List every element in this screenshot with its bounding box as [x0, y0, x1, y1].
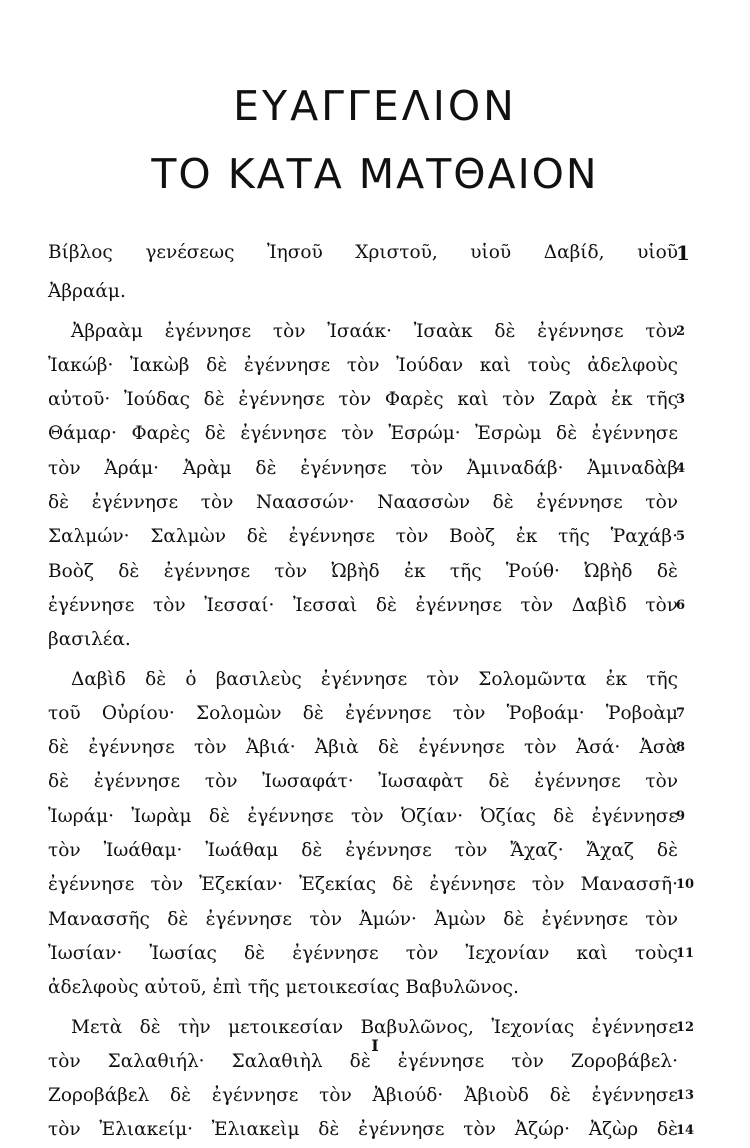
verse-number: 1 — [676, 241, 690, 265]
text-line: ἐγέννησε τὸν Ἰεσσαί· Ἰεσσαὶ δὲ ἐγέννησε τὸν Δαβὶδ τὸν — [48, 594, 678, 616]
text-line: δὲ ἐγέννησε τὸν Ἀβιά· Ἀβιὰ δὲ ἐγέννησε τὸν Ἀσά· Ἀσὰ — [48, 737, 678, 759]
text-line: Μανασσῆς δὲ ἐγέννησε τὸν Ἀμών· Ἀμὼν δὲ ἐγέννησε τὸν — [48, 908, 678, 930]
text-line: Θάμαρ· Φαρὲς δὲ ἐγέννησε τὸν Ἐσρώμ· Ἐσρὼμ δὲ ἐγέννησε — [48, 423, 678, 445]
text-line: Ἀβραὰμ ἐγέννησε τὸν Ἰσαάκ· Ἰσαὰκ δὲ ἐγέννησε τὸν — [71, 320, 678, 342]
verse-number: 2 — [676, 323, 686, 339]
verse-number: 4 — [676, 460, 686, 476]
text-line: τὸν Ἰωάθαμ· Ἰωάθαμ δὲ ἐγέννησε τὸν Ἄχαζ· Ἄχαζ δὲ — [48, 840, 678, 862]
verse-number: 14 — [676, 1122, 695, 1138]
verse-number: 9 — [676, 808, 686, 824]
text-line: Ζοροβάβελ δὲ ἐγέννησε τὸν Ἀβιούδ· Ἀβιοὺδ δὲ ἐγέννησε — [48, 1085, 678, 1107]
text-line: Βοὸζ δὲ ἐγέννησε τὸν Ὠβὴδ ἐκ τῆς Ῥούθ· Ὠβὴδ δὲ — [48, 560, 678, 582]
gospel-title: ΕΥΑΓΓΕΛΙΟΝ — [233, 82, 517, 130]
text-line: τὸν Ἐλιακείμ· Ἐλιακεὶμ δὲ ἐγέννησε τὸν Ἀζώρ· Ἀζὼρ δὲ — [48, 1119, 678, 1141]
text-line: τὸν Σαλαθιήλ· Σαλαθιὴλ δὲ ἐγέννησε τὸν Ζοροβάβελ· — [48, 1050, 678, 1072]
text-line: ἀδελφοὺς αὐτοῦ, ἐπὶ τῆς μετοικεσίας Βαβυλῶνος. — [48, 977, 519, 999]
text-line: Βίβλος γενέσεως Ἰησοῦ Χριστοῦ, υἱοῦ Δαβίδ, υἱοῦ — [48, 242, 678, 263]
text-line: τὸν Ἀράμ· Ἀρὰμ δὲ ἐγέννησε τὸν Ἀμιναδάβ· Ἀμιναδὰβ — [48, 457, 678, 479]
text-line: δὲ ἐγέννησε τὸν Ἰωσαφάτ· Ἰωσαφὰτ δὲ ἐγέννησε τὸν — [48, 771, 678, 793]
text-line: Ἰωσίαν· Ἰωσίας δὲ ἐγέννησε τὸν Ἰεχονίαν καὶ τοὺς — [48, 942, 678, 964]
text-line: αὐτοῦ· Ἰούδας δὲ ἐγέννησε τὸν Φαρὲς καὶ τὸν Ζαρὰ ἐκ τῆς — [48, 389, 678, 411]
verse-number: 8 — [676, 740, 686, 756]
page-number: I — [371, 1036, 379, 1055]
text-line: βασιλέα. — [48, 629, 131, 651]
verse-number: 13 — [676, 1088, 695, 1104]
verse-number: 6 — [676, 598, 686, 613]
scripture-text — [48, 236, 678, 1148]
text-line: Μετὰ δὲ τὴν μετοικεσίαν Βαβυλῶνος, Ἰεχονίας ἐγέννησε — [71, 1016, 678, 1038]
text-line: Ἰακώβ· Ἰακὼβ δὲ ἐγέννησε τὸν Ἰούδαν καὶ τοὺς ἀδελφοὺς — [48, 354, 678, 376]
text-line: Δαβὶδ δὲ ὁ βασιλεὺς ἐγέννησε τὸν Σολομῶντα ἐκ τῆς — [71, 668, 678, 690]
text-line: Σαλμών· Σαλμὼν δὲ ἐγέννησε τὸν Βοὸζ ἐκ τῆς Ῥαχάβ· — [48, 526, 678, 548]
text-line: ἐγέννησε τὸν Ἐζεκίαν· Ἐζεκίας δὲ ἐγέννησε τὸν Μανασσῆ· — [48, 874, 678, 896]
gospel-subtitle: ΤΟ ΚΑΤΑ ΜΑΤΘΑΙΟΝ — [151, 150, 599, 198]
verse-number: 5 — [676, 529, 686, 545]
text-line: δὲ ἐγέννησε τὸν Ναασσών· Ναασσὼν δὲ ἐγέννησε τὸν — [48, 492, 678, 514]
verse-number: 10 — [676, 877, 695, 893]
text-line: Ἀβραάμ. — [48, 281, 126, 303]
verse-number: 11 — [676, 946, 695, 961]
verse-number: 7 — [676, 705, 686, 721]
verse-number: 12 — [676, 1019, 695, 1035]
verse-number: 3 — [676, 392, 686, 408]
text-line: τοῦ Οὐρίου· Σολομὼν δὲ ἐγέννησε τὸν Ῥοβοάμ· Ῥοβοὰμ — [48, 702, 678, 724]
text-line: Ἰωράμ· Ἰωρὰμ δὲ ἐγέννησε τὸν Ὀζίαν· Ὀζίας δὲ ἐγέννησε — [48, 805, 678, 827]
